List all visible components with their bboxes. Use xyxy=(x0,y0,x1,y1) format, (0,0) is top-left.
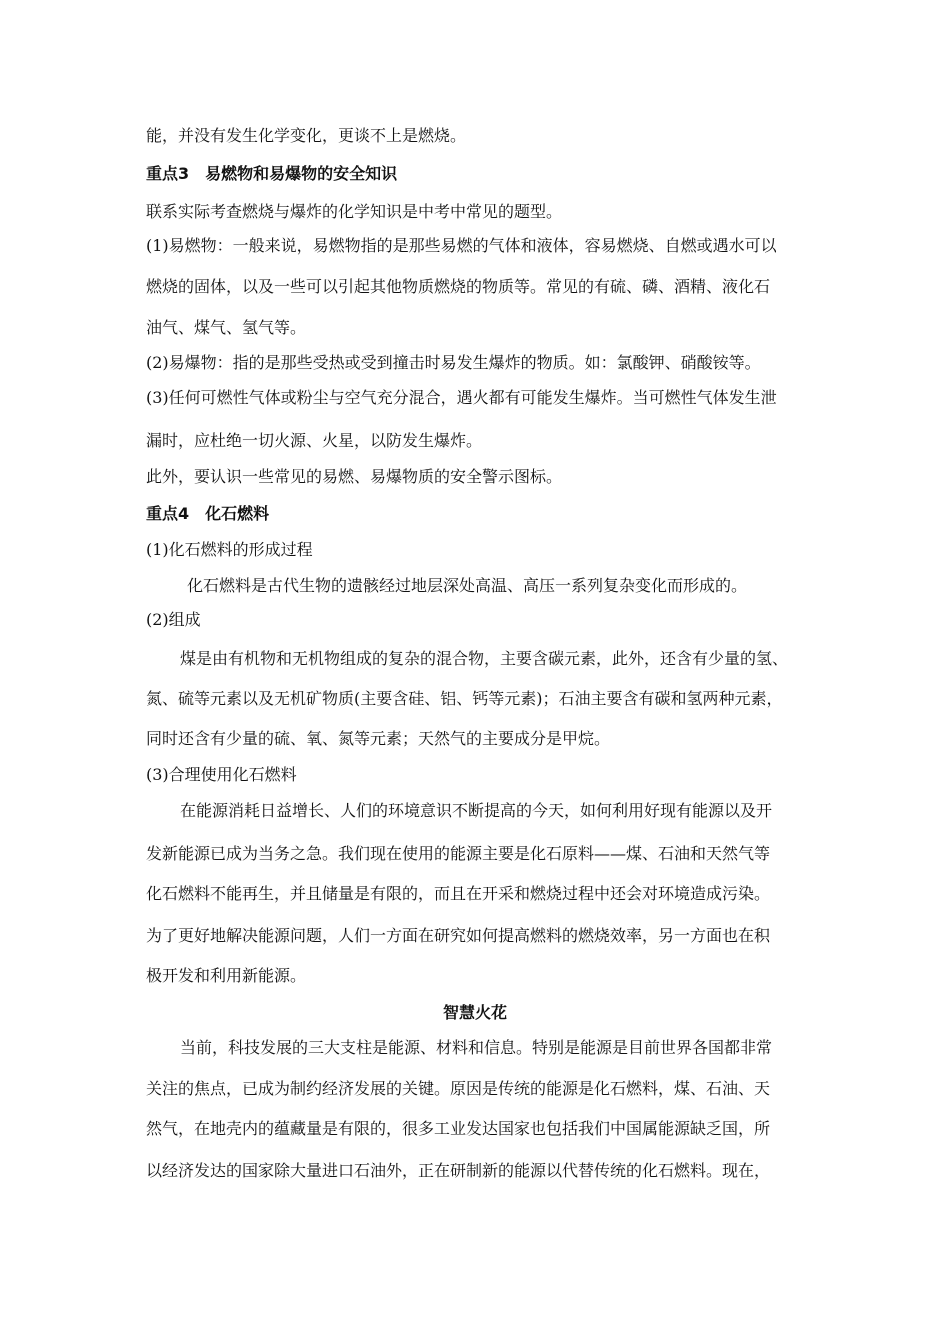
text-line: 氮、硫等元素以及无机矿物质(主要含硅、铝、钙等元素)；石油主要含有碳和氢两种元素， xyxy=(146,689,783,708)
text-line: 当前，科技发展的三大支柱是能源、材料和信息。特别是能源是目前世界各国都非常 xyxy=(180,1038,773,1057)
text-line: (3)任何可燃性气体或粉尘与空气充分混合，遇火都有可能发生爆炸。当可燃性气体发生泄 xyxy=(146,388,777,407)
text-line: 在能源消耗日益增长、人们的环境意识不断提高的今天，如何利用好现有能源以及开 xyxy=(180,801,773,820)
section-heading-wisdom-spark: 智慧火花 xyxy=(442,1003,507,1022)
text-line: 然气，在地壳内的蕴藏量是有限的，很多工业发达国家也包括我们中国属能源缺乏国，所 xyxy=(146,1119,771,1138)
text-line: 发新能源已成为当务之急。我们现在使用的能源主要是化石原料——煤、石油和天然气等 xyxy=(146,844,771,863)
text-line: 为了更好地解决能源问题，人们一方面在研究如何提高燃料的燃烧效率，另一方面也在积 xyxy=(146,926,771,945)
text-line: 化石燃料不能再生，并且储量是有限的，而且在开采和燃烧过程中还会对环境造成污染。 xyxy=(146,884,771,903)
text-line: 煤是由有机物和无机物组成的复杂的混合物，主要含碳元素，此外，还含有少量的氢、 xyxy=(180,649,789,668)
text-line: 燃烧的固体，以及一些可以引起其他物质燃烧的物质等。常见的有硫、磷、酒精、液化石 xyxy=(146,277,771,296)
section-heading-key-point-4: 重点4 化石燃料 xyxy=(146,504,270,523)
text-line: 以经济发达的国家除大量进口石油外，正在研制新的能源以代替传统的化石燃料。现在， xyxy=(146,1161,771,1180)
text-line: 联系实际考查燃烧与爆炸的化学知识是中考中常见的题型。 xyxy=(146,202,563,221)
text-line: (2)组成 xyxy=(146,610,201,629)
text-line: 漏时，应杜绝一切火源、火星，以防发生爆炸。 xyxy=(146,431,483,450)
text-line: (1)易燃物：一般来说，易燃物指的是那些易燃的气体和液体，容易燃烧、自燃或遇水可以 xyxy=(146,236,777,255)
text-line: (1)化石燃料的形成过程 xyxy=(146,540,313,559)
text-line: 此外，要认识一些常见的易燃、易爆物质的安全警示图标。 xyxy=(146,467,563,486)
text-line: (2)易爆物：指的是那些受热或受到撞击时易发生爆炸的物质。如：氯酸钾、硝酸铵等。 xyxy=(146,353,761,372)
text-line: 关注的焦点，已成为制约经济发展的关键。原因是传统的能源是化石燃料，煤、石油、天 xyxy=(146,1079,771,1098)
text-line: 能，并没有发生化学变化，更谈不上是燃烧。 xyxy=(146,126,467,145)
text-line: (3)合理使用化石燃料 xyxy=(146,765,297,784)
text-line: 极开发和利用新能源。 xyxy=(146,966,307,985)
text-line: 油气、煤气、氢气等。 xyxy=(146,318,307,337)
text-line: 同时还含有少量的硫、氧、氮等元素；天然气的主要成分是甲烷。 xyxy=(146,729,611,748)
text-line: 化石燃料是古代生物的遗骸经过地层深处高温、高压一系列复杂变化而形成的。 xyxy=(187,576,748,595)
section-heading-key-point-3: 重点3 易燃物和易爆物的安全知识 xyxy=(146,164,398,183)
